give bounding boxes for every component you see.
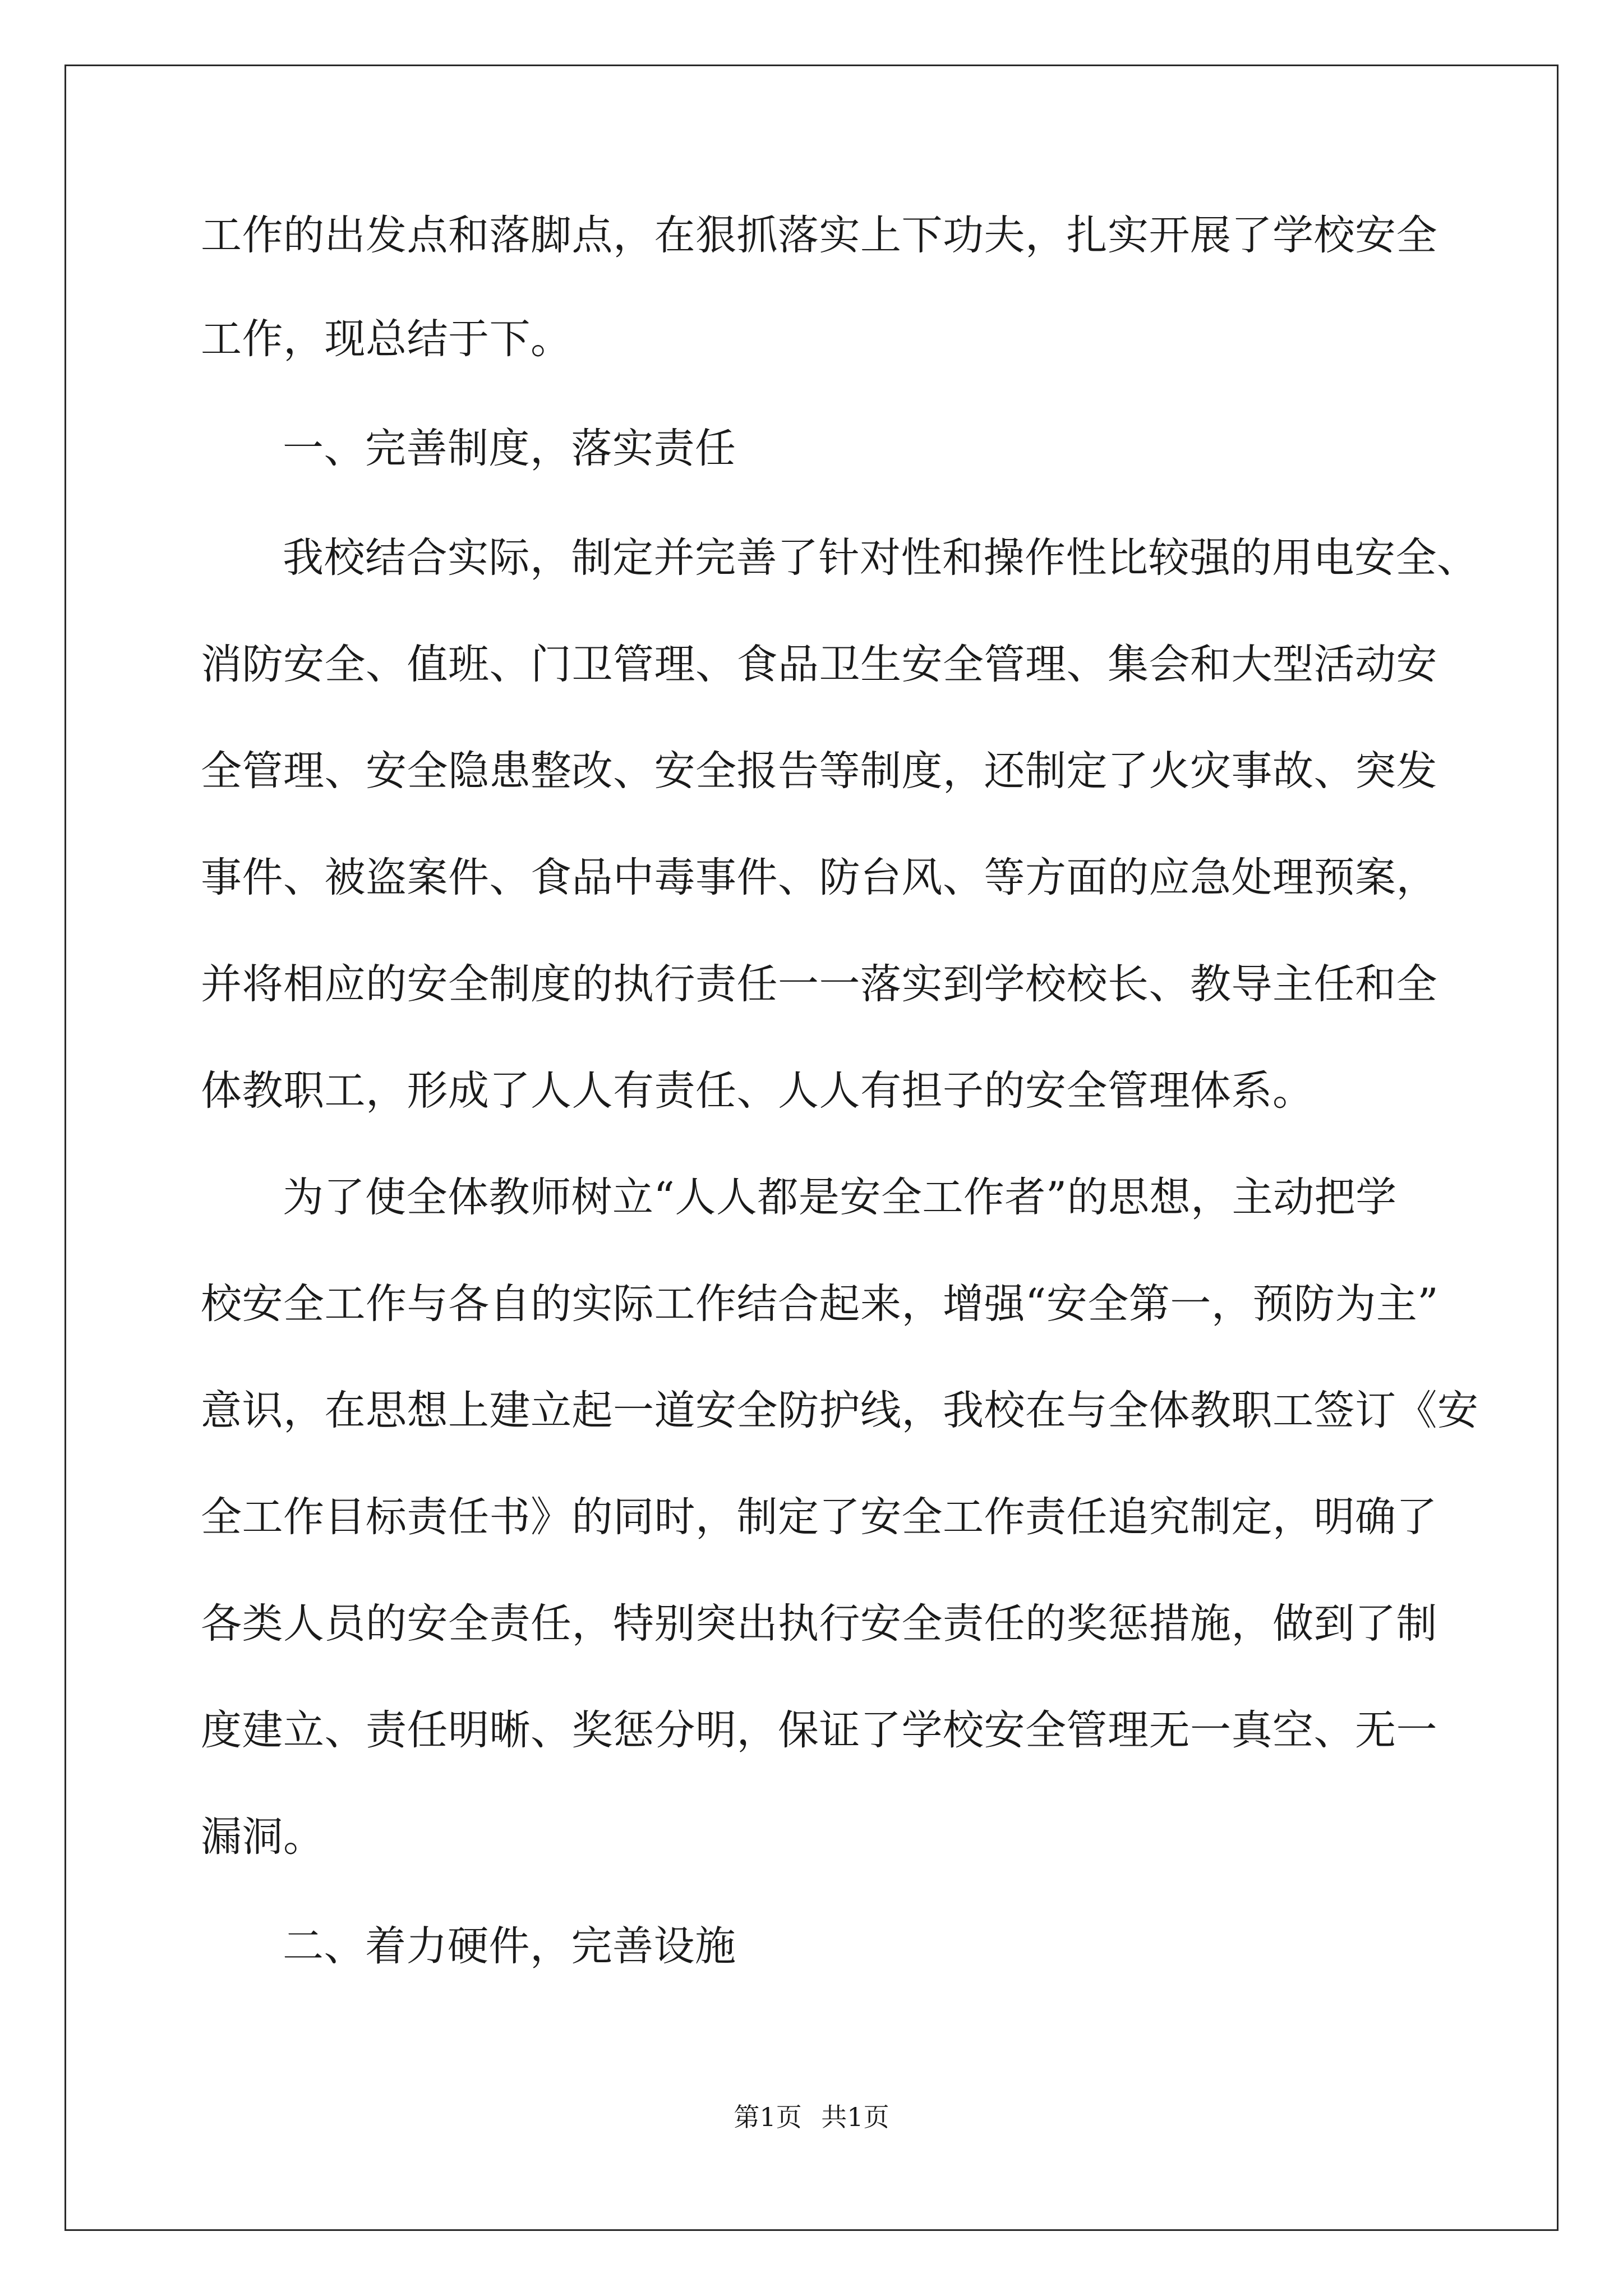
body-line: 体教职工，形成了人人有责任、人人有担子的安全管理体系。: [201, 1067, 1314, 1115]
body-line: 事件、被盗案件、食品中毒事件、防台风、等方面的应急处理预案，: [201, 854, 1437, 901]
body-line: 为了使全体教师树立“人人都是安全工作者”的思想，主动把学: [283, 1174, 1397, 1221]
body-line: 度建立、责任明晰、奖惩分明，保证了学校安全管理无一真空、无一: [201, 1706, 1437, 1754]
body-line: 我校结合实际，制定并完善了针对性和操作性比较强的用电安全、: [283, 534, 1478, 582]
page-footer: 第1页 共1页: [734, 2102, 889, 2132]
section-heading-1: 一、完善制度，落实责任: [283, 425, 736, 472]
body-line: 并将相应的安全制度的执行责任一一落实到学校校长、教导主任和全: [201, 960, 1437, 1008]
body-line: 意识，在思想上建立起一道安全防护线，我校在与全体教职工签订《安: [201, 1387, 1479, 1434]
body-line: 全管理、安全隐患整改、安全报告等制度，还制定了火灾事故、突发: [201, 747, 1437, 795]
section-heading-2: 二、着力硬件，完善设施: [283, 1922, 736, 1970]
page-border: [64, 65, 1559, 2231]
body-line: 工作，现总结于下。: [201, 315, 572, 363]
body-line: 各类人员的安全责任，特别突出执行安全责任的奖惩措施，做到了制: [201, 1600, 1437, 1648]
body-line: 消防安全、值班、门卫管理、食品卫生安全管理、集会和大型活动安: [201, 641, 1437, 688]
body-line: 校安全工作与各自的实际工作结合起来，增强“安全第一，预防为主”: [201, 1280, 1439, 1328]
body-line: 工作的出发点和落脚点，在狠抓落实上下功夫，扎实开展了学校安全: [201, 211, 1437, 259]
body-line: 全工作目标责任书》的同时，制定了安全工作责任追究制定，明确了: [201, 1493, 1437, 1541]
body-line: 漏洞。: [201, 1813, 325, 1861]
